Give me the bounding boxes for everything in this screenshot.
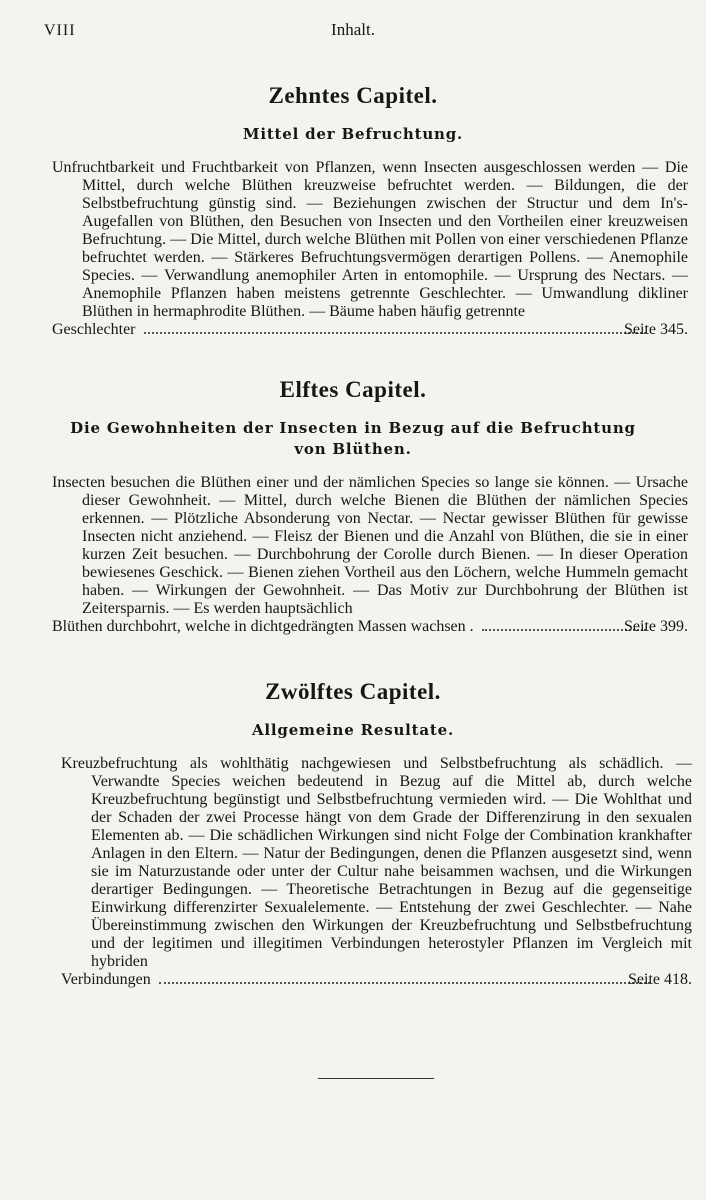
page-reference: Seite 418.	[628, 971, 692, 988]
chapter-section	[0, 82, 706, 339]
closing-rule	[318, 1078, 434, 1079]
summary-text: Kreuzbefruchtung als wohlthätig nachgewiesen und Selbstbefruchtung als schädlich. — Verwandte Species weichen bedeutend in Bezug auf die Mittel ab, durch welche Kreuzbefruchtung begünstigt und Selbstbefruchtung vermieden wird. — Die Wohlthat und der Schaden der zwei Processe hängt von dem Grade der Differenzirung in den sexualen Elementen ab. — Die schädlichen Wirkungen sind nicht Folge der Combination krankhafter Anlagen in den Eltern. — Natur der Bedingungen, denen die Pflanzen ausgesetzt sind, wenn sie im Naturzustande oder unter der Cultur nahe beisammen wachsen, und die Wirkungen derartiger Bedingungen. — Theoretische Betrachtungen in Bezug auf die gegenseitige Einwirkung differenzirter Sexualelemente. — Entstehung der zwei Geschlechter. — Nahe Übereinstimmung zwischen den Wirkungen der Kreuzbefruchtung und Selbstbefruchtung und der legitimen und illegitimen Verbindungen heterostyler Pflanzen im Vergleich mit hybriden	[61, 755, 692, 970]
chapter-section	[0, 678, 706, 989]
dot-leader	[482, 628, 646, 631]
chapter-title: Zwölftes Capitel.	[265, 679, 441, 704]
chapter-summary	[0, 474, 706, 636]
page-number: VIII	[44, 22, 76, 39]
entry-last-line: Verbindungen	[61, 971, 151, 988]
chapter-summary	[0, 159, 706, 339]
running-head	[0, 20, 706, 44]
summary-text: Insecten besuchen die Blüthen einer und der nämlichen Species so lange sie können. — Ursache dieser Gewohnheit. — Mittel, durch welche Bienen die Blüthen der nämlichen Species erkennen. — Plötzliche Absonderung von Nectar. — Nectar gewisser Blüthen für gewisse Insecten nicht anziehend. — Fleisz der Bienen und die Anzahl von Blüthen, die sie in einer kurzen Zeit besuchen. — Durchbohrung der Corolle durch Bienen. — In dieser Operation bewiesenes Geschick. — Bienen ziehen Vortheil aus den Löchern, welche Hummeln gemacht haben. — Wirkungen der Gewohnheit. — Das Motiv zur Durchbohrung der Blüthen ist Zeitersparnis. — Es werden hauptsächlich	[52, 474, 688, 617]
dot-leader	[144, 331, 646, 334]
chapter-subtitle: Mittel der Befruchtung.	[242, 125, 464, 143]
chapter-summary	[0, 755, 706, 989]
page-reference: Seite 399.	[624, 618, 688, 635]
toc-entry-line	[52, 618, 688, 636]
chapter-subtitle: Allgemeine Resultate.	[251, 721, 455, 739]
toc-entry-line	[52, 321, 688, 339]
entry-last-line: Geschlechter	[52, 321, 136, 338]
toc-entry-line	[61, 971, 692, 989]
summary-text: Unfruchtbarkeit und Fruchtbarkeit von Pflanzen, wenn Insecten ausgeschlossen werden — Die Mittel, durch welche Blüthen kreuzweise befruchtet werden. — Bildungen, die der Selbstbefruchtung günstig sind. — Beziehungen zwischen der Structur und dem In's-Augefallen von Blüthen, den Besuchen von Insecten und den Vortheilen einer kreuzweisen Befruchtung. — Die Mittel, durch welche Blüthen mit Pollen von einer verschiedenen Pflanze befruchtet werden. — Stärkeres Befruchtungsvermögen derartigen Pollens. — Anemophile Species. — Verwandlung anemophiler Arten in entomophile. — Ursprung des Nectars. — Anemophile Pflanzen haben meistens getrennte Geschlechter. — Umwandlung dikliner Blüthen in hermaphrodite Blüthen. — Bäume haben häufig getrennte	[52, 159, 688, 320]
page-reference: Seite 345.	[624, 321, 688, 338]
entry-last-line: Blüthen durchbohrt, welche in dichtgedrängten Massen wachsen .	[52, 618, 474, 635]
chapter-title: Zehntes Capitel.	[268, 83, 438, 108]
dot-leader	[159, 981, 650, 984]
chapter-title: Elftes Capitel.	[279, 377, 427, 402]
chapter-subtitle: Die Gewohnheiten der Insecten in Bezug auf die Befruchtung von Blüthen.	[70, 419, 636, 458]
chapter-section	[0, 376, 706, 636]
running-title: Inhalt.	[331, 20, 375, 39]
